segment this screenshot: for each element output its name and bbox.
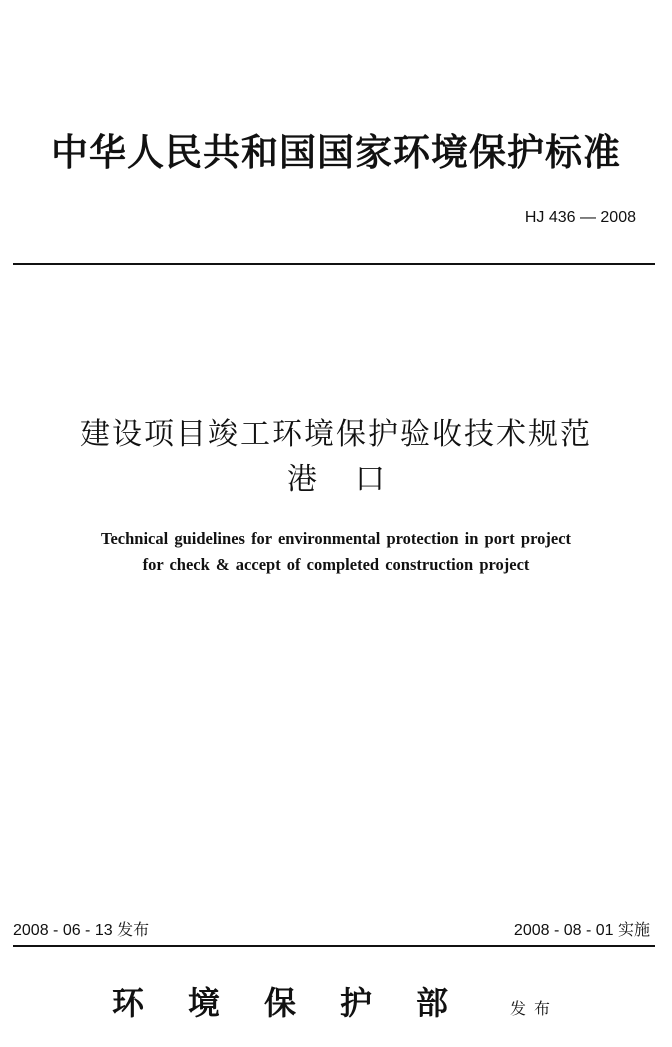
publisher-name: 环境保护部 [112,984,493,1022]
national-standard-title: 中华人民共和国国家环境保护标准 [51,130,621,174]
standard-code: HJ 436 — 2008 [524,209,636,226]
document-title-cn: 建设项目竣工环境保护验收技术规范 [80,417,592,452]
issue-date: 2008 - 06 - 13 发布 [13,922,150,939]
publisher-block [0,983,672,1027]
bottom-divider [13,945,655,947]
document-subtitle-cn: 港口 [287,462,423,497]
publisher-suffix: 发布 [510,999,559,1018]
top-divider [13,263,655,265]
implementation-date: 2008 - 08 - 01 实施 [513,922,650,939]
document-title-en-line1: Technical guidelines for environmental protection in port project [100,529,572,548]
document-title-en-line2: for check & accept of completed construction project [142,555,530,574]
